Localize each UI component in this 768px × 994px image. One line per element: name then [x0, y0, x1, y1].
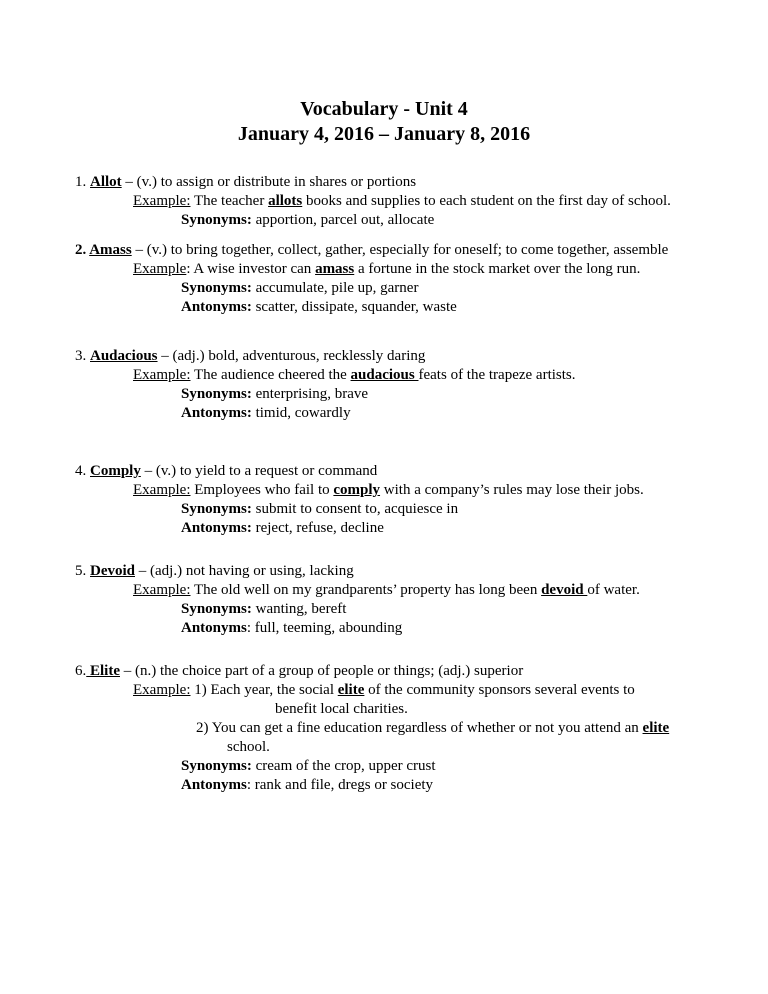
vocab-entry-devoid — [75, 562, 705, 638]
date-range: January 4, 2016 – January 8, 2016 — [237, 123, 531, 145]
example-label: Example: — [133, 582, 191, 598]
example-line: Example: Employees who fail to comply with a company’s rules may lose their jobs. — [133, 482, 644, 498]
definition-line: 5. Devoid – (adj.) not having or using, lacking — [75, 563, 354, 579]
vocab-word: Comply — [90, 463, 141, 479]
vocab-word: Devoid — [90, 563, 135, 579]
definition-line: 2. Amass – (v.) to bring together, collect, gather, especially for oneself; to come together, assemble — [75, 242, 669, 258]
synonyms-line: Synonyms: submit to consent to, acquiesce in — [181, 501, 459, 517]
document-title: Vocabulary - Unit 4 — [300, 98, 468, 120]
example-label: Example — [133, 261, 187, 277]
definition-line: 1. Allot – (v.) to assign or distribute in shares or portions — [75, 174, 417, 190]
example-line-2: 2) You can get a fine education regardless of whether or not you attend an elite — [196, 720, 670, 736]
vocab-word: Allot — [90, 174, 122, 190]
example-line: Example: 1) Each year, the social elite of the community sponsors several events to — [133, 682, 635, 698]
example-continuation-2: school. — [227, 739, 270, 755]
antonyms-line: Antonyms: reject, refuse, decline — [181, 520, 384, 536]
synonyms-line: Synonyms: cream of the crop, upper crust — [181, 758, 436, 774]
synonyms-line: Synonyms: enterprising, brave — [181, 386, 369, 402]
antonyms-line: Antonyms: full, teeming, abounding — [181, 620, 403, 636]
example-continuation: benefit local charities. — [275, 701, 408, 717]
example-line: Example: The teacher allots books and supplies to each student on the first day of school. — [133, 193, 671, 209]
antonyms-line: Antonyms: rank and file, dregs or society — [181, 777, 434, 793]
definition-line: 4. Comply – (v.) to yield to a request or command — [75, 463, 378, 479]
example-line: Example: The audience cheered the audacious feats of the trapeze artists. — [133, 367, 576, 383]
example-line: Example: A wise investor can amass a fortune in the stock market over the long run. — [133, 261, 641, 277]
vocab-entry-audacious — [75, 347, 705, 423]
vocab-entry-amass — [75, 241, 705, 317]
antonyms-line: Antonyms: scatter, dissipate, squander, waste — [181, 299, 457, 315]
definition-line: 6. Elite – (n.) the choice part of a group of people or things; (adj.) superior — [75, 663, 524, 679]
vocab-entry-elite — [75, 662, 705, 795]
vocab-entry-allot — [75, 173, 705, 230]
example-label: Example: — [133, 682, 191, 698]
synonyms-line: Synonyms: wanting, bereft — [181, 601, 347, 617]
vocab-word: Audacious — [90, 348, 158, 364]
synonyms-line: Synonyms: accumulate, pile up, garner — [181, 280, 419, 296]
vocab-word: Elite — [86, 663, 120, 679]
vocab-word: Amass — [89, 242, 132, 258]
example-line: Example: The old well on my grandparents’ property has long been devoid of water. — [133, 582, 640, 598]
example-label: Example: — [133, 482, 191, 498]
vocab-entry-comply — [75, 462, 705, 538]
example-label: Example: — [133, 193, 191, 209]
definition-line: 3. Audacious – (adj.) bold, adventurous, recklessly daring — [75, 348, 426, 364]
synonyms-line: Synonyms: apportion, parcel out, allocate — [181, 212, 435, 228]
example-label: Example: — [133, 367, 191, 383]
antonyms-line: Antonyms: timid, cowardly — [181, 405, 351, 421]
